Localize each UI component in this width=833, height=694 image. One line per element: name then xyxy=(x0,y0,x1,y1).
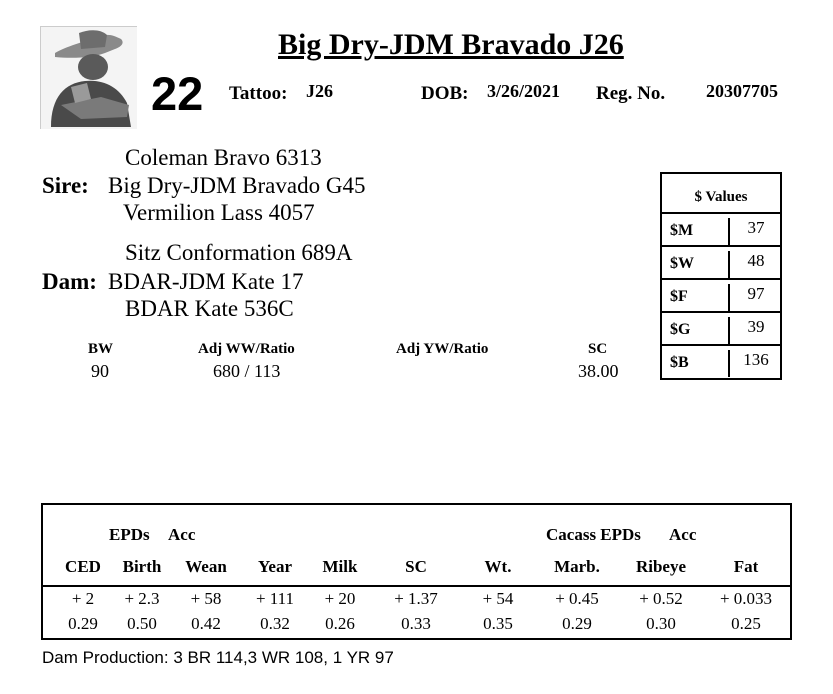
sc-label: SC xyxy=(588,341,608,357)
tattoo-value: J26 xyxy=(306,81,333,101)
epd-column-header: Wean xyxy=(185,557,227,576)
dollar-value-number: 37 xyxy=(728,218,782,245)
dam-dam: BDAR Kate 536C xyxy=(125,296,294,321)
epd-column-header: Birth xyxy=(122,557,162,576)
epd-value: + 111 xyxy=(255,589,295,608)
sire-name: Big Dry-JDM Bravado G45 xyxy=(108,173,366,198)
dollar-value-row xyxy=(662,214,780,247)
epd-column-header: Year xyxy=(258,557,292,576)
dollar-value-row xyxy=(662,247,780,280)
epd-value: + 20 xyxy=(324,589,356,608)
epds-group-label: EPDs xyxy=(109,525,150,544)
dollar-value-number: 136 xyxy=(728,350,782,377)
epd-value: + 1.37 xyxy=(394,589,438,608)
epd-column-header: Marb. xyxy=(554,557,600,576)
epds-acc-label: Acc xyxy=(168,525,196,544)
epd-accuracy: 0.35 xyxy=(483,614,513,633)
carcass-acc-label: Acc xyxy=(669,525,697,544)
sire-dam: Vermilion Lass 4057 xyxy=(123,200,315,225)
epd-column-header: CED xyxy=(65,557,101,576)
dollar-value-label: $B xyxy=(670,354,689,371)
epd-value: + 2 xyxy=(71,589,95,608)
dam-label: Dam: xyxy=(42,269,97,294)
sire-sire: Coleman Bravo 6313 xyxy=(125,145,322,170)
epd-value: + 58 xyxy=(190,589,222,608)
epd-column-header: SC xyxy=(405,557,427,576)
animal-title: Big Dry-JDM Bravado J26 xyxy=(278,28,624,61)
epd-value: + 2.3 xyxy=(124,589,160,608)
ww-value: 680 / 113 xyxy=(213,361,281,381)
epd-accuracy: 0.25 xyxy=(731,614,761,633)
epd-value: + 0.45 xyxy=(555,589,599,608)
bw-value: 90 xyxy=(91,361,109,381)
lot-number: 22 xyxy=(151,67,204,120)
dollar-values-box xyxy=(660,172,782,380)
yw-label: Adj YW/Ratio xyxy=(396,341,489,357)
epd-column-header: Wt. xyxy=(484,557,512,576)
epd-accuracy: 0.26 xyxy=(325,614,355,633)
dam-name: BDAR-JDM Kate 17 xyxy=(108,269,304,294)
epd-column-header: Fat xyxy=(733,557,759,576)
epd-accuracy: 0.32 xyxy=(260,614,290,633)
dollar-value-number: 39 xyxy=(728,317,782,344)
sc-value: 38.00 xyxy=(578,361,619,381)
dollar-value-label: $F xyxy=(670,288,688,305)
dollar-value-row xyxy=(662,346,780,377)
dollar-value-number: 97 xyxy=(728,284,782,311)
epd-accuracy: 0.29 xyxy=(68,614,98,633)
dollar-value-label: $M xyxy=(670,222,694,239)
epd-column-header: Ribeye xyxy=(635,557,687,576)
dollar-values-heading: $ Values xyxy=(662,174,780,214)
carcass-epds-group-label: Cacass EPDs xyxy=(546,525,641,544)
epd-accuracy: 0.50 xyxy=(127,614,157,633)
dollar-value-number: 48 xyxy=(728,251,782,278)
ww-label: Adj WW/Ratio xyxy=(198,341,295,357)
dob-value: 3/26/2021 xyxy=(487,81,561,101)
cowboy-logo-photo xyxy=(40,26,137,129)
epd-accuracy: 0.42 xyxy=(191,614,221,633)
epd-accuracy: 0.30 xyxy=(646,614,676,633)
epd-table xyxy=(41,503,792,640)
dollar-value-label: $W xyxy=(670,255,694,272)
bw-label: BW xyxy=(88,341,114,357)
dollar-value-label: $G xyxy=(670,321,691,338)
tattoo-label: Tattoo: xyxy=(229,83,288,104)
epd-accuracy: 0.29 xyxy=(562,614,592,633)
epd-value: + 0.52 xyxy=(639,589,683,608)
dob-label: DOB: xyxy=(421,83,469,104)
reg-value: 20307705 xyxy=(706,81,778,101)
reg-label: Reg. No. xyxy=(596,83,666,104)
sire-label: Sire: xyxy=(42,173,89,198)
epd-column-header: Milk xyxy=(322,557,358,576)
epd-divider xyxy=(43,585,790,587)
dollar-value-row xyxy=(662,313,780,346)
epd-accuracy: 0.33 xyxy=(401,614,431,633)
dam-sire: Sitz Conformation 689A xyxy=(125,240,353,265)
dollar-value-row xyxy=(662,280,780,313)
dam-production: Dam Production: 3 BR 114,3 WR 108, 1 YR 97 xyxy=(42,648,394,667)
epd-value: + 54 xyxy=(482,589,514,608)
epd-value: + 0.033 xyxy=(719,589,773,608)
